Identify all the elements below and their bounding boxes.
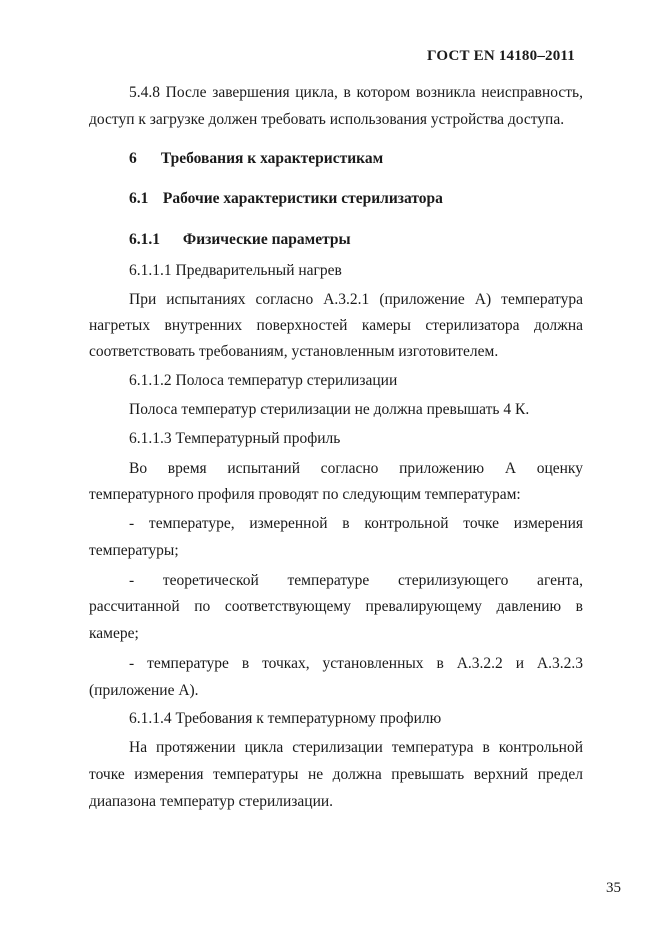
section-6-number: 6 <box>129 150 137 167</box>
s6113-line1: Во время испытаний согласно приложению А оценку <box>129 460 583 477</box>
s6111-heading: 6.1.1.1 Предварительный нагрев <box>129 262 342 279</box>
s6113-line2: температурного профиля проводят по следующим температурам: <box>89 486 521 503</box>
list-item-2-line1: - теоретической температуре стерилизующего агента, <box>129 572 583 589</box>
list-item-1-line2: температуры; <box>89 542 179 559</box>
s6114-line1: На протяжении цикла стерилизации температура в контрольной <box>129 739 583 756</box>
section-6-1-1-title: Физические параметры <box>182 231 351 248</box>
section-6-1-number: 6.1 <box>129 190 149 207</box>
s6112-line1: Полоса температур стерилизации не должна превышать 4 К. <box>129 401 530 418</box>
list-item-1-line1: - температуре, измеренной в контрольной точке измерения <box>129 515 583 532</box>
section-6-1-title: Рабочие характеристики стерилизатора <box>162 190 443 207</box>
s6111-line2: нагретых внутренних поверхностей камеры стерилизатора должна <box>89 317 583 334</box>
list-item-2-line3: камере; <box>89 625 139 642</box>
list-item-3-line1: - температуре в точках, установленных в А.3.2.2 и А.3.2.3 <box>129 655 583 672</box>
standard-code-header: ГОСТ EN 14180–2011 <box>427 48 575 64</box>
s6111-line3: соответствовать требованиям, установленным изготовителем. <box>89 343 499 360</box>
page-number: 35 <box>606 880 621 896</box>
section-6-1-heading <box>129 189 583 209</box>
s6111-line1: При испытаниях согласно А.3.2.1 (приложение А) температура <box>129 291 583 308</box>
section-6-1-1-number: 6.1.1 <box>129 231 160 248</box>
p548-line1: 5.4.8 После завершения цикла, в котором возникла неисправность, <box>129 84 583 101</box>
section-6-1-1-heading <box>129 230 583 250</box>
section-6-title: Требования к характеристикам <box>160 150 384 167</box>
list-item-2-line2: рассчитанной по соответствующему превалирующему давлению в <box>89 598 583 615</box>
section-6-heading <box>129 149 583 169</box>
s6114-heading: 6.1.1.4 Требования к температурному профилю <box>129 710 442 727</box>
list-item-3-line2: (приложение А). <box>89 682 199 699</box>
s6112-heading: 6.1.1.2 Полоса температур стерилизации <box>129 372 398 389</box>
s6114-line3: диапазона температур стерилизации. <box>89 793 334 810</box>
s6113-heading: 6.1.1.3 Температурный профиль <box>129 430 341 447</box>
p548-line2: доступ к загрузке должен требовать использования устройства доступа. <box>89 111 565 128</box>
s6114-line2: точке измерения температуры не должна превышать верхний предел <box>89 766 583 783</box>
